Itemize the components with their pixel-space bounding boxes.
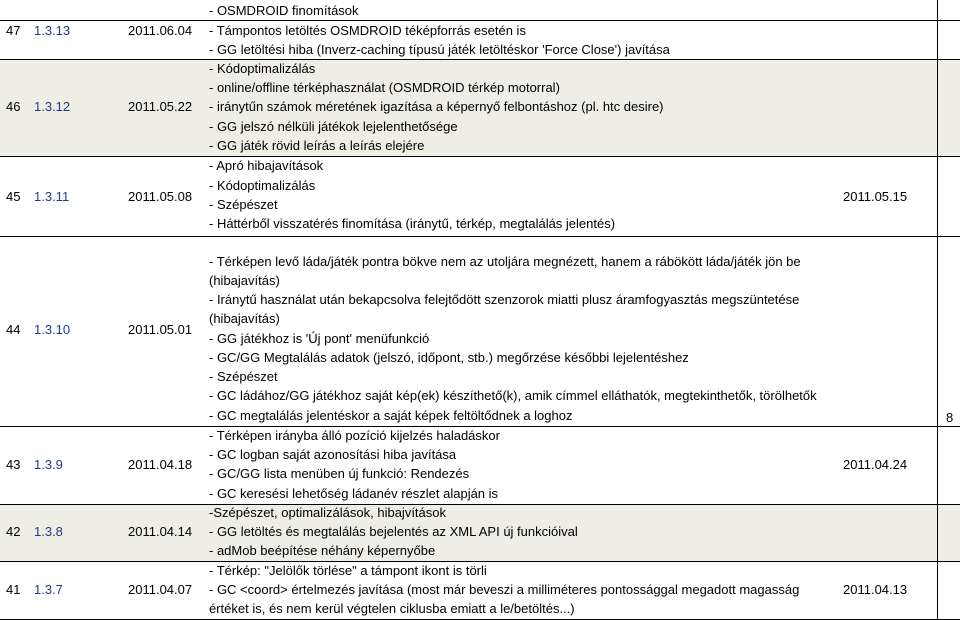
change-line: - OSMDROID finomítások <box>209 3 359 18</box>
change-line: értéket is, és nem kerül végtelen ciklusba emiatt a le/betöltés...) <box>209 601 575 616</box>
page-number: 8 <box>946 410 954 425</box>
change-line: - GC/GG lista menüben új funkció: Rendezés <box>209 466 470 481</box>
change-line: - online/offline térképhasználat (OSMDROID térkép motorral) <box>209 80 560 95</box>
row-number: 41 <box>6 582 21 597</box>
row-number: 43 <box>6 457 21 472</box>
change-line: - Szépészet <box>209 369 278 384</box>
version-label: 1.3.8 <box>34 524 63 539</box>
row-number: 44 <box>6 322 21 337</box>
change-line: - adMob beépítése néhány képernyőbe <box>209 543 436 558</box>
row-separator <box>0 236 960 237</box>
row-separator <box>0 156 960 157</box>
change-line: - GG letöltés és megtalálás bejelentés az XML API új funkcióival <box>209 524 578 539</box>
release-date: 2011.05.22 <box>128 99 193 114</box>
change-line: - Térképen irányba álló pozíció kijelzés haladáskor <box>209 428 500 443</box>
version-label: 1.3.7 <box>34 582 63 597</box>
release-date: 2011.04.14 <box>128 524 193 539</box>
release-date: 2011.04.07 <box>128 582 193 597</box>
version-label: 1.3.11 <box>34 189 70 204</box>
change-line: - Szépészet <box>209 197 278 212</box>
change-line: - Háttérből visszatérés finomítása (iránytű, térkép, megtalálás jelentés) <box>209 216 616 231</box>
change-line: - GG játék rövid leírás a leírás elejére <box>209 138 425 153</box>
change-line: - GC keresési lehetőség ládanév részlet alapján is <box>209 486 499 501</box>
change-line: - GG játékhoz is 'Új pont' menüfunkció <box>209 331 430 346</box>
change-line: - GC megtalálás jelentéskor a saját képek feltöltődnek a loghoz <box>209 408 573 423</box>
version-label: 1.3.9 <box>34 457 63 472</box>
row-separator <box>0 59 960 60</box>
change-line: - Iránytű használat után bekapcsolva felejtődött szenzorok miatti plusz áramfogyasztás megszüntetése <box>209 292 800 307</box>
change-line: (hibajavítás) <box>209 273 280 288</box>
right-column-divider <box>937 0 938 620</box>
change-line: - GC/GG Megtalálás adatok (jelszó, időpont, stb.) megőrzése későbbi lejelentéshez <box>209 350 689 365</box>
change-line: - GG jelszó nélküli játékok lejelenthetősége <box>209 119 458 134</box>
release-date: 2011.06.04 <box>128 23 193 38</box>
change-line: - Térkép: "Jelölők törlése" a támpont ikont is törli <box>209 563 487 578</box>
row-number: 46 <box>6 99 21 114</box>
version-label: 1.3.13 <box>34 23 71 38</box>
change-line: - Kódoptimalizálás <box>209 61 316 76</box>
change-line: - GC ládához/GG játékhoz saját kép(ek) készíthető(k), amik címmel elláthatók, megtekinthetők, törölhetők <box>209 388 817 403</box>
change-line: (hibajavítás) <box>209 311 280 326</box>
change-line: - Kódoptimalizálás <box>209 178 316 193</box>
release-date: 2011.05.08 <box>128 189 193 204</box>
row-number: 47 <box>6 23 21 38</box>
row-number: 42 <box>6 524 21 539</box>
change-line: - GC <coord> értelmezés javítása (most már beveszi a milliméteres pontossággal megadott magasság <box>209 582 800 597</box>
release-date: 2011.05.01 <box>128 322 193 337</box>
extra-date: 2011.05.15 <box>843 189 908 204</box>
release-date: 2011.04.18 <box>128 457 193 472</box>
change-line: - iránytűn számok méretének igazítása a képernyő felbontáshoz (pl. htc desire) <box>209 99 664 114</box>
change-line: - Apró hibajavítások <box>209 158 324 173</box>
version-label: 1.3.10 <box>34 322 71 337</box>
change-line: - Térképen levő láda/játék pontra bökve nem az utoljára megnézett, hanem a rábökött láda/játék jön be <box>209 254 801 269</box>
extra-date: 2011.04.13 <box>843 582 908 597</box>
change-line: - GC logban saját azonosítási hiba javítása <box>209 447 457 462</box>
row-separator <box>0 504 960 505</box>
version-label: 1.3.12 <box>34 99 71 114</box>
extra-date: 2011.04.24 <box>843 457 908 472</box>
change-line: - Támpontos letöltés OSMDROID téképforrás esetén is <box>209 23 526 38</box>
change-line: -Szépészet, optimalizálások, hibajvítások <box>209 505 447 520</box>
change-line: - GG letöltési hiba (Inverz-caching típusú játék letöltéskor 'Force Close') javítása <box>209 42 670 57</box>
row-number: 45 <box>6 189 21 204</box>
